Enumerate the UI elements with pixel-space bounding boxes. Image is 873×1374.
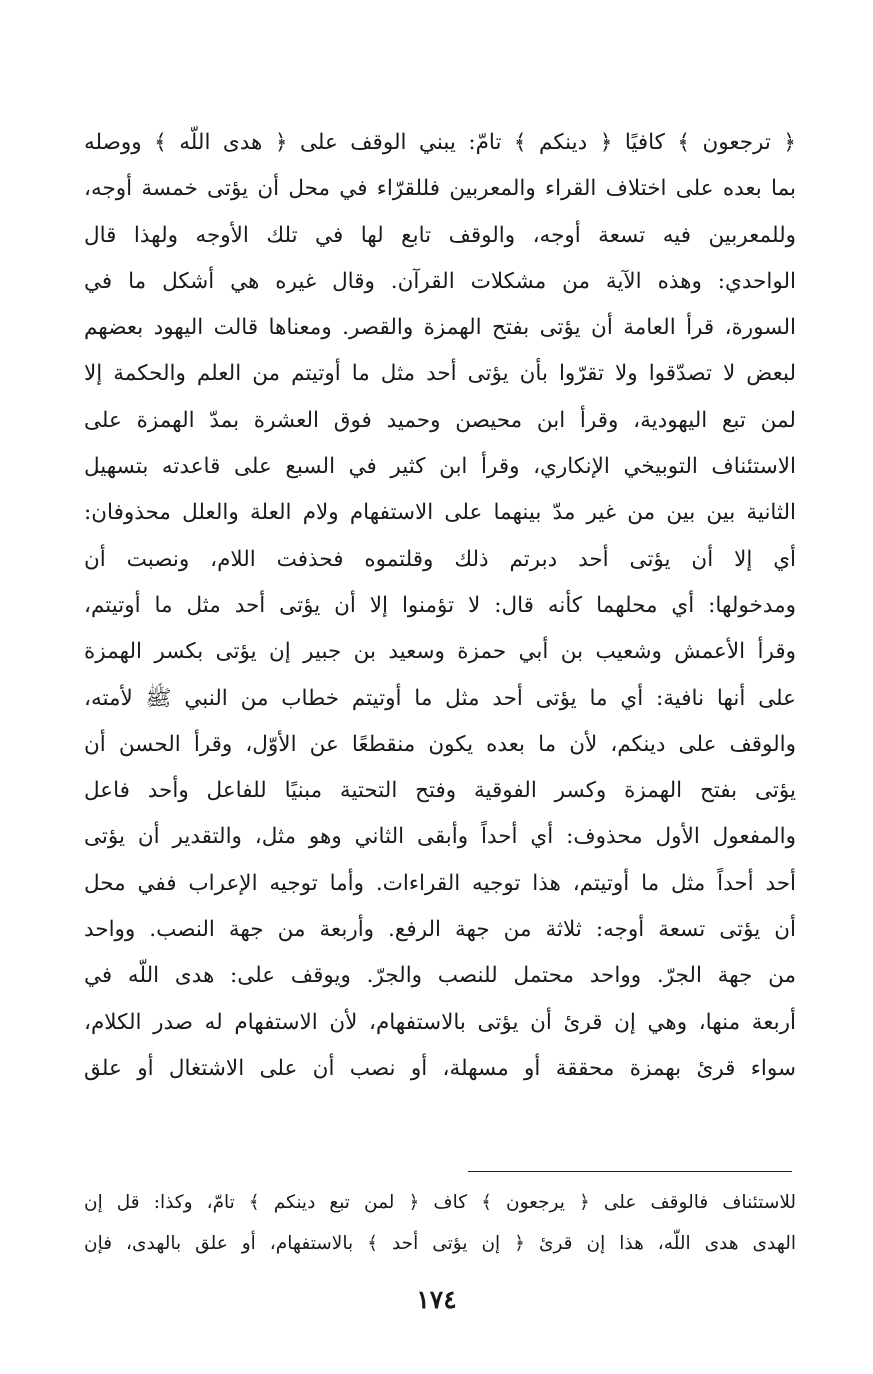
text-line: ومدخولها: أي محلهما كأنه قال: لا تؤمنوا إلا أن يؤتى أحد مثل ما أوتيتم، <box>84 592 796 618</box>
text-line: أربعة منها، وهي إن قرئ أن يؤتى بالاستفهام، لأن الاستفهام له صدر الكلام، <box>84 1009 796 1035</box>
text-line: أحد أحداً مثل ما أوتيتم، هذا توجيه القراءات. وأما توجيه الإعراب ففي محل <box>84 870 796 896</box>
footnote-line: للاستئناف فالوقف على ﴿ يرجعون ﴾ كاف ﴿ لمن تبع دينكم ﴾ تامّ، وكذا: قل إن <box>84 1192 796 1213</box>
page-number: ١٧٤ <box>416 1285 457 1314</box>
footnote-line: الهدى هدى اللّه، هذا إن قرئ ﴿ إن يؤتى أحد ﴾ بالاستفهام، أو علق بالهدى، فإن <box>84 1233 796 1254</box>
text-line: أي إلا أن يؤتى أحد دبرتم ذلك وقلتموه فحذفت اللام، ونصبت أن <box>84 546 796 572</box>
text-line: الاستئناف التوبيخي الإنكاري، وقرأ ابن كثير في السبع على قاعدته بتسهيل <box>84 454 796 480</box>
footnotes <box>84 1182 796 1264</box>
text-line: سواء قرئ بهمزة محققة أو مسهلة، أو نصب أن على الاشتغال أو علق <box>84 1055 796 1081</box>
text-line: بما بعده على اختلاف القراء والمعربين فللقرّاء في محل أن يؤتى خمسة أوجه، <box>84 176 796 202</box>
text-line: وقرأ الأعمش وشعيب بن أبي حمزة وسعيد بن جبير إن يؤتى بكسر الهمزة <box>84 639 796 665</box>
text-line: ﴿ ترجعون ﴾ كافيًا ﴿ دينكم ﴾ تامّ: يبني الوقف على ﴿ هدى اللّه ﴾ ووصله <box>84 130 796 155</box>
main-text <box>84 120 796 1092</box>
text-line: والمفعول الأول محذوف: أي أحداً وأبقى الثاني وهو مثل، والتقدير أن يؤتى <box>84 824 796 850</box>
text-line: على أنها نافية: أي ما يؤتى أحد مثل ما أوتيتم خطاب من النبي ﷺ لأمته، <box>84 685 796 711</box>
text-line: يؤتى بفتح الهمزة وكسر الفوقية وفتح التحتية مبنيًا للفاعل وأحد فاعل <box>84 778 796 804</box>
footnote-separator <box>468 1171 792 1172</box>
text-line: لبعض لا تصدّقوا ولا تقرّوا بأن يؤتى أحد مثل ما أوتيتم من العلم والحكمة إلا <box>84 361 796 387</box>
text-line: وللمعربين فيه تسعة أوجه، والوقف تابع لها في تلك الأوجه ولهذا قال <box>84 222 796 248</box>
text-line: الثانية بين بين من غير مدّ بينهما على الاستفهام ولام العلة والعلل محذوفان: <box>84 500 796 526</box>
text-line: والوقف على دينكم، لأن ما بعده يكون منقطعًا عن الأوّل، وقرأ الحسن أن <box>84 731 796 757</box>
text-line: السورة، قرأ العامة أن يؤتى بفتح الهمزة والقصر. ومعناها قالت اليهود بعضهم <box>84 315 796 341</box>
text-line: الواحدي: وهذه الآية من مشكلات القرآن. وقال غيره هي أشكل ما في <box>84 268 796 294</box>
text-line: من جهة الجرّ. وواحد محتمل للنصب والجرّ. ويوقف على: هدى اللّه في <box>84 963 796 989</box>
text-line: أن يؤتى تسعة أوجه: ثلاثة من جهة الرفع. وأربعة من جهة النصب. وواحد <box>84 917 796 943</box>
text-line: لمن تبع اليهودية، وقرأ ابن محيصن وحميد فوق العشرة بمدّ الهمزة على <box>84 407 796 433</box>
